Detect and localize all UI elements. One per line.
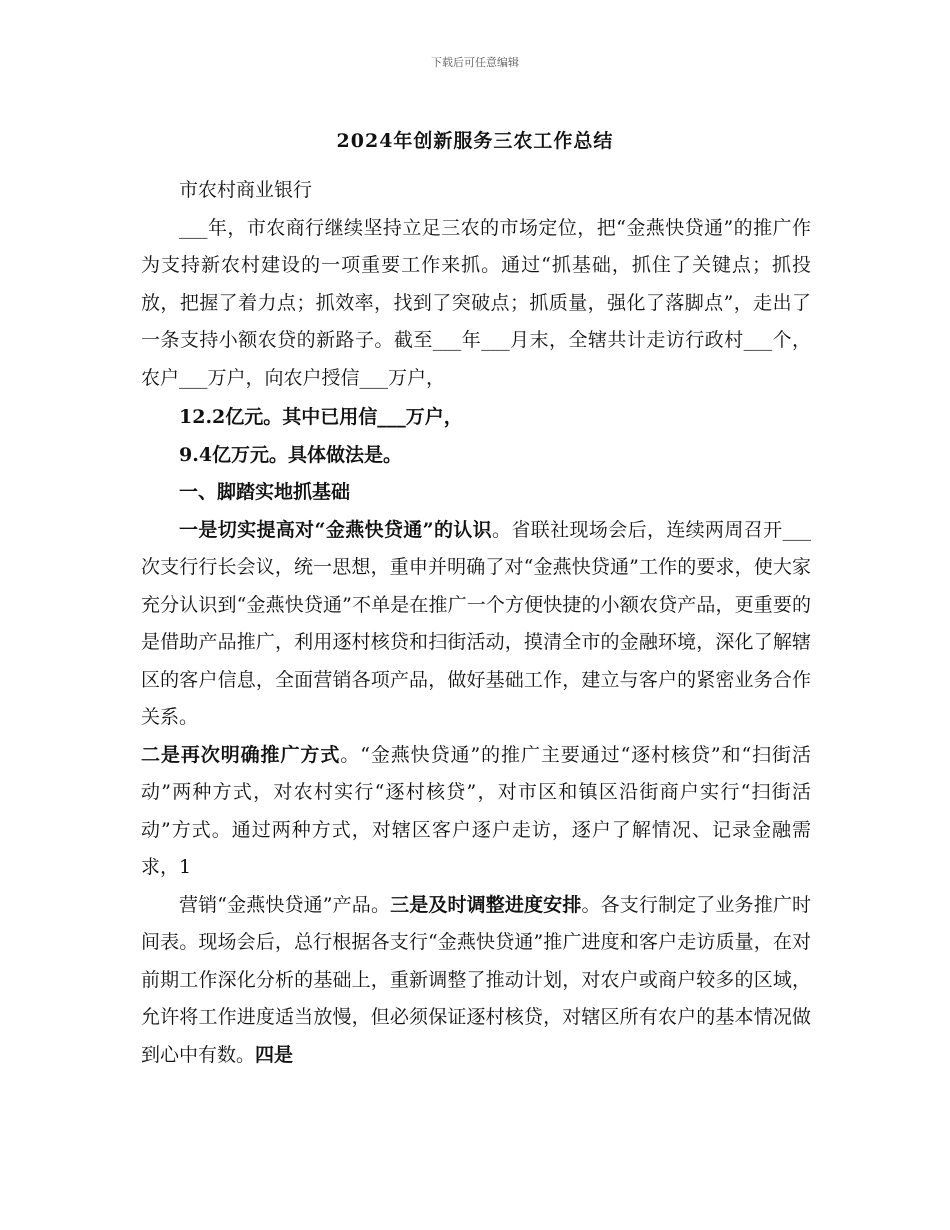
org-name: 市农村商业银行 <box>179 179 313 201</box>
paragraph-4-lead: 一是切实提高对“金燕快贷通”的认识 <box>179 518 493 541</box>
paragraph-4-text: 。省联社现场会后，连续两周召开___次支行行长会议，统一思想，重申并明确了对“金燕快贷通”工作的要求，使大家充分认识到“金燕快贷通”不单是在推广一个方便快捷的小额农贷产品，更重要的是借助产品推广，利用逐村核贷和扫街活动，摸清全市的金融环境，深化了解辖区的客户信息，全面营销各项产品，做好基础工作，建立与客户的紧密业务合作关系。 <box>141 518 811 728</box>
paragraph-6-lead-2: 四是 <box>255 1043 294 1066</box>
paragraph-6 <box>141 887 811 1075</box>
paragraph-4 <box>141 512 811 737</box>
paragraph-6-lead: 三是及时调整进度安排 <box>390 893 582 916</box>
paragraph-6-text-1: 营销“金燕快贷通”产品。 <box>179 893 391 916</box>
paragraph-2: 12.2亿元。其中已用信___万户， <box>179 406 463 428</box>
paragraph-3: 9.4亿万元。具体做法是。 <box>179 443 403 466</box>
paragraph-5 <box>141 737 811 887</box>
paragraph-5-lead: 二是再次明确推广方式 <box>141 743 341 766</box>
section-heading-1: 一、脚踏实地抓基础 <box>179 481 351 503</box>
paragraph-6-text-2: 。各支行制定了业务推广时间表。现场会后，总行根据各支行“金燕快贷通”推广进度和客户走访质量，在对前期工作深化分析的基础上，重新调整了推动计划，对农户或商户较多的区域，允许将工作进度适当放慢，但必须保证逐村核贷，对辖区所有农户的基本情况做到心中有数。 <box>141 893 811 1066</box>
document-body <box>141 172 811 1074</box>
document-title: 2024年创新服务三农工作总结 <box>336 130 614 152</box>
paragraph-1: ___年，市农商行继续坚持立足三农的市场定位，把“金燕快贷通”的推广作为支持新农村建设的一项重要工作来抓。通过“抓基础，抓住了关键点；抓投放，把握了着力点；抓效率，找到了突破点；抓质量，强化了落脚点”，走出了一条支持小额农贷的新路子。截至___年___月末，全辖共计走访行政村___个，农户___万户，向农户授信___万户， <box>141 216 811 389</box>
paragraph-5-text: 。“金燕快贷通”的推广主要通过“逐村核贷”和“扫街活动”两种方式，对农村实行“逐村核贷”，对市区和镇区沿街商户实行“扫街活动”方式。通过两种方式，对辖区客户逐户走访，逐户了解情况、记录金融需求，1 <box>141 743 811 878</box>
page-header-note: 下载后可任意编辑 <box>431 56 519 69</box>
